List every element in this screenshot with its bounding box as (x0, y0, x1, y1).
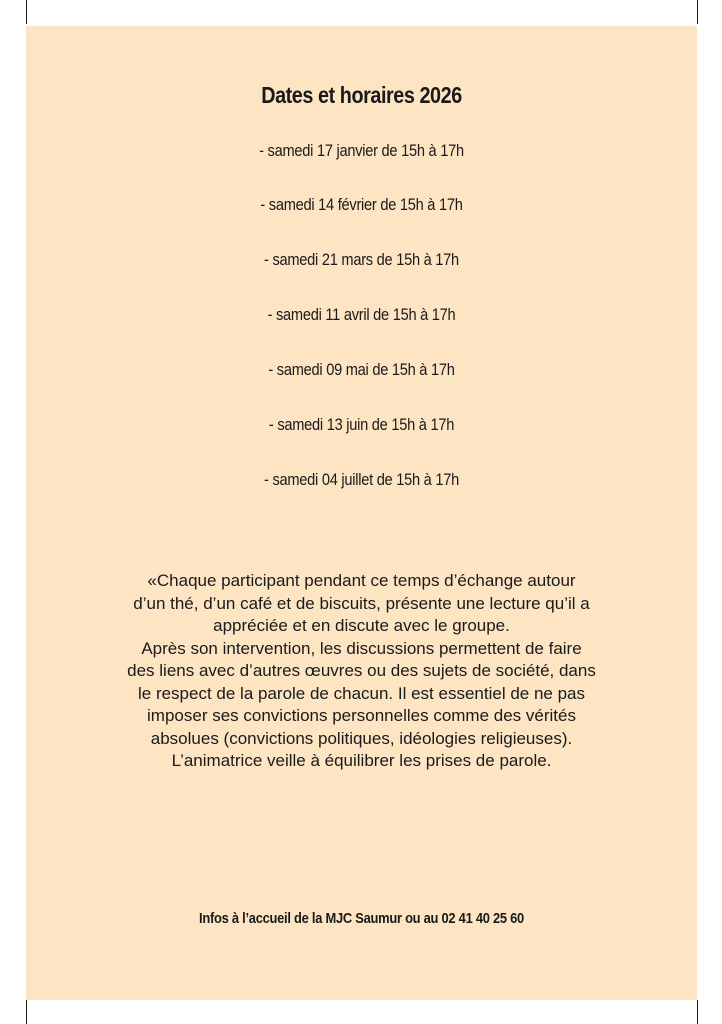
description-paragraph (46, 570, 677, 773)
footer-info: Infos à l’accueil de la MJC Saumur ou au 02 41 40 25 60 (199, 910, 524, 927)
description-line: absolues (convictions politiques, idéologies religieuses). (150, 728, 573, 748)
description-line: d’un thé, d’un café et de biscuits, présente une lecture qu’il a (133, 593, 590, 613)
description-line: Après son intervention, les discussions permettent de faire (141, 638, 582, 658)
date-item: - samedi 04 juillet de 15h à 17h (264, 470, 459, 489)
page-title: Dates et horaires 2026 (261, 82, 462, 108)
description-line: imposer ses convictions personnelles comme des vérités (147, 706, 576, 725)
content-panel (26, 26, 697, 1000)
date-item: - samedi 09 mai de 15h à 17h (268, 360, 455, 379)
description-line: le respect de la parole de chacun. Il est essentiel de ne pas (137, 683, 585, 703)
date-item: - samedi 11 avril de 15h à 17h (267, 305, 456, 324)
crop-mark-top-left (26, 0, 27, 24)
crop-mark-bottom-left (26, 1000, 27, 1024)
description-line: appréciée et en discute avec le groupe. (213, 616, 510, 635)
date-item: - samedi 17 janvier de 15h à 17h (259, 141, 464, 160)
description-line: des liens avec d’autres œuvres ou des sujets de société, dans (127, 661, 596, 680)
crop-mark-bottom-right (697, 1000, 698, 1024)
description-line: L’animatrice veille à équilibrer les prises de parole. (171, 751, 552, 770)
crop-mark-top-right (697, 0, 698, 24)
description-line: «Chaque participant pendant ce temps d’échange autour (147, 571, 576, 590)
date-item: - samedi 14 février de 15h à 17h (260, 195, 463, 214)
date-item: - samedi 21 mars de 15h à 17h (264, 250, 459, 269)
dates-list (26, 26, 697, 1000)
date-item: - samedi 13 juin de 15h à 17h (268, 415, 455, 434)
